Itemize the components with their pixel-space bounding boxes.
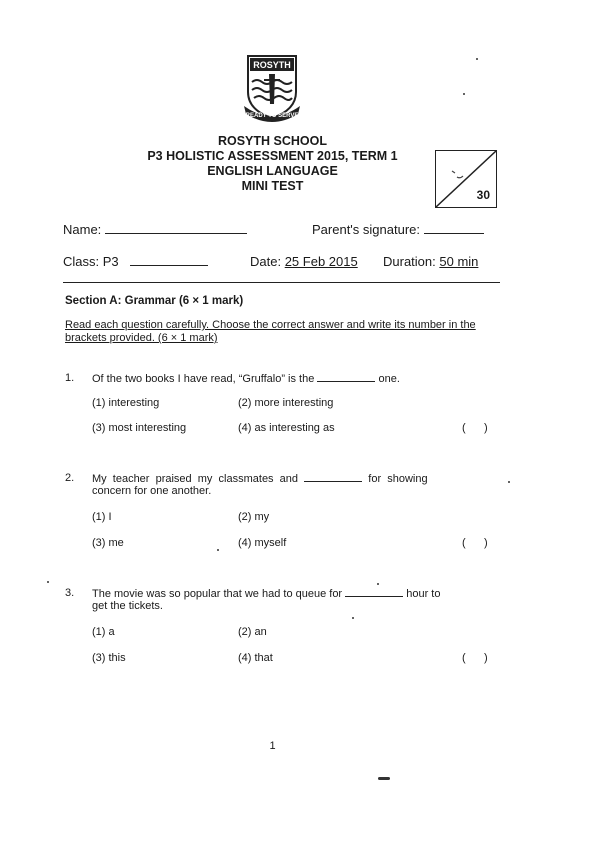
school-crest-logo <box>242 52 302 124</box>
signature-field[interactable] <box>424 233 484 234</box>
question-3-text <box>92 587 440 601</box>
class-label: Class: P3 <box>63 254 119 269</box>
question-1-option-1: (1) interesting <box>92 397 160 409</box>
scan-speck <box>217 549 219 551</box>
signature-label: Parent's signature: <box>312 222 420 237</box>
scan-mark <box>378 777 390 780</box>
question-2-text-line2: concern for one another. <box>92 485 212 497</box>
question-3-answer-bracket[interactable]: ( ) <box>462 652 488 664</box>
scan-speck <box>377 583 379 585</box>
question-2-option-4: (4) myself <box>238 537 287 549</box>
signature-row <box>312 222 484 237</box>
question-3-option-1: (1) a <box>92 626 115 638</box>
question-3-number: 3. <box>65 587 75 599</box>
question-2-text <box>92 472 428 486</box>
assessment-title: P3 HOLISTIC ASSESSMENT 2015, TERM 1 <box>147 149 398 163</box>
question-2-number: 2. <box>65 472 75 484</box>
score-total: 30 <box>476 188 490 202</box>
school-name: ROSYTH SCHOOL <box>217 134 328 148</box>
question-2-option-2: (2) my <box>238 511 270 523</box>
question-2-option-1: (1) I <box>92 511 112 523</box>
question-3-option-2: (2) an <box>238 626 267 638</box>
question-2-blank <box>304 472 362 482</box>
question-3-stem: The movie was so popular that we had to queue for <box>92 588 343 600</box>
name-field[interactable] <box>105 233 247 234</box>
svg-text:READY TO SERVE: READY TO SERVE <box>245 113 299 119</box>
scan-speck <box>352 617 354 619</box>
question-3-stem-end: hour to <box>406 588 441 600</box>
question-1-blank <box>317 372 375 382</box>
scan-speck <box>463 93 465 95</box>
question-2-answer-bracket[interactable]: ( ) <box>462 537 488 549</box>
scan-speck <box>508 481 510 483</box>
duration-row <box>383 254 478 269</box>
class-field[interactable] <box>130 265 208 266</box>
subject-title: ENGLISH LANGUAGE <box>207 164 338 178</box>
test-title: MINI TEST <box>241 179 304 193</box>
name-label: Name: <box>63 222 102 237</box>
question-2-option-3: (3) me <box>92 537 124 549</box>
date-value: 25 Feb 2015 <box>284 254 358 269</box>
question-1-stem: Of the two books I have read, “Gruffalo” is the <box>92 373 315 385</box>
question-1-number: 1. <box>65 372 75 384</box>
date-label: Date: <box>250 254 282 269</box>
score-box <box>435 150 497 208</box>
question-3-option-3: (3) this <box>92 652 126 664</box>
question-3-option-4: (4) that <box>238 652 273 664</box>
date-row <box>250 254 358 269</box>
question-3-text-line2: get the tickets. <box>92 600 163 612</box>
section-instruction: Read each question carefully. Choose the correct answer and write its number in the brackets provided. (6 × 1 mark) <box>65 319 476 344</box>
name-row <box>63 222 247 237</box>
question-2-stem-end: for showing <box>368 473 428 485</box>
section-title: Section A: Grammar (6 × 1 mark) <box>65 295 244 307</box>
duration-value: 50 min <box>439 254 479 269</box>
duration-label: Duration: <box>383 254 436 269</box>
scan-speck <box>476 58 478 60</box>
page-number: 1 <box>269 740 276 752</box>
question-1-option-4: (4) as interesting as <box>238 422 335 434</box>
class-row <box>63 254 208 269</box>
question-2-stem: My teacher praised my classmates and <box>92 473 299 485</box>
question-1-text <box>92 372 400 386</box>
question-1-option-3: (3) most interesting <box>92 422 187 434</box>
divider <box>63 282 500 283</box>
scan-speck <box>47 581 49 583</box>
question-3-blank <box>345 587 403 597</box>
question-1-answer-bracket[interactable]: ( ) <box>462 422 488 434</box>
svg-text:ROSYTH: ROSYTH <box>253 60 291 70</box>
question-1-stem-end: one. <box>378 373 400 385</box>
question-1-option-2: (2) more interesting <box>238 397 334 409</box>
